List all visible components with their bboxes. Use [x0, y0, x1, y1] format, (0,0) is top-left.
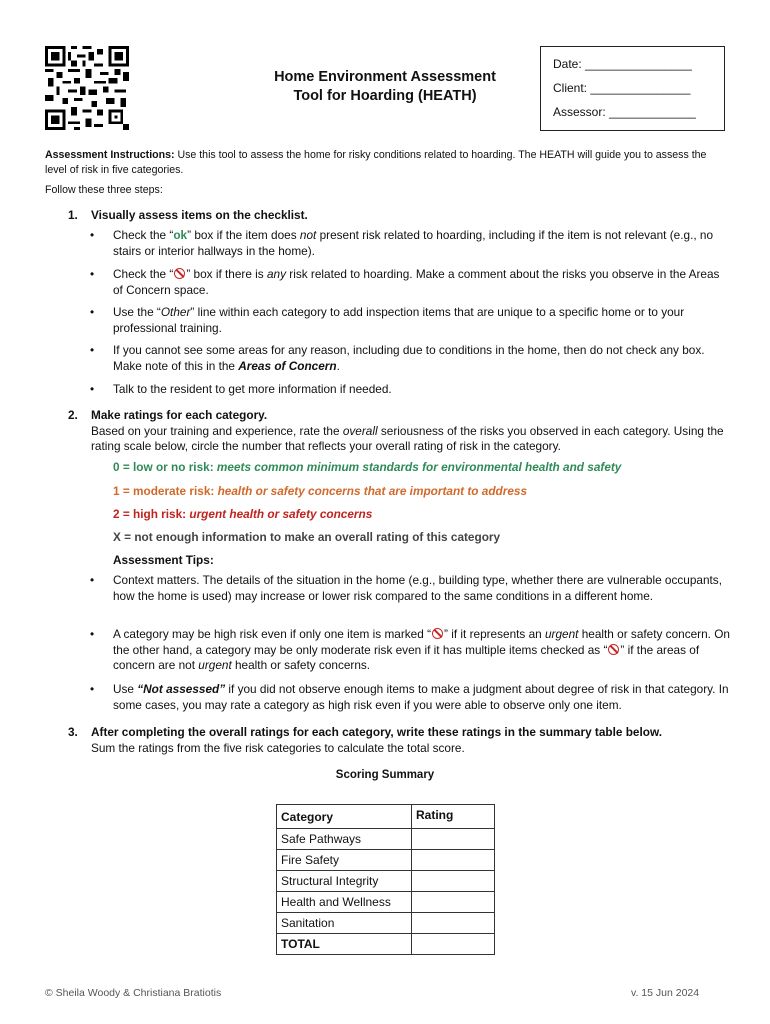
scoring-summary-title: Scoring Summary [335, 769, 435, 781]
rating-2: 2 = high risk: urgent health or safety concerns [113, 507, 373, 521]
assessment-tips-heading: Assessment Tips: [113, 553, 214, 567]
rating-cell-safe-pathways[interactable] [412, 829, 495, 850]
title-line-1: Home Environment Assessment [274, 69, 496, 85]
category-fire-safety: Fire Safety [277, 850, 412, 871]
step-2 [68, 408, 728, 455]
step-1-bullet-2: • Check the “ ” box if there is any risk related to hoarding. Make a comment about the risks you observe in the Areas of Concern space. [90, 267, 720, 297]
step-3-number: 3. [68, 725, 78, 739]
qr-code-icon [45, 46, 129, 130]
category-structural-integrity: Structural Integrity [277, 871, 412, 892]
follow-steps-text: Follow these three steps: [45, 184, 163, 196]
client-field[interactable]: Client: _______________ [553, 81, 691, 95]
rating-x: X = not enough information to make an overall rating of this category [113, 530, 501, 544]
step-2-number: 2. [68, 408, 78, 422]
step-3-body: Sum the ratings from the five risk categories to calculate the total score. [91, 740, 465, 755]
step-3 [68, 725, 728, 756]
tip-2: • A category may be high risk even if only one item is marked “ ” if it represents an urgent health or safety concern. On the other hand, a category may be only moderate risk even if it has multiple items checked as “ ” if the areas of concern are not urgent health or safety concerns. [90, 627, 730, 672]
table-row [277, 850, 495, 871]
category-sanitation: Sanitation [277, 913, 412, 934]
total-label: TOTAL [277, 934, 412, 955]
category-safe-pathways: Safe Pathways [277, 829, 412, 850]
tip-1: • Context matters. The details of the situation in the home (e.g., building type, whether there are vulnerable occupants, how the home is used) may increase or lower risk compared to the same conditions in a different home. [90, 573, 722, 603]
rating-column-header: Rating [412, 805, 495, 829]
instructions-label: Assessment Instructions: [45, 149, 175, 161]
step-1-bullet-1: • Check the “ok” box if the item does not present risk related to hoarding, including if the item is not relevant (e.g., no stairs or interior hallways in the home). [90, 228, 714, 258]
rating-1: 1 = moderate risk: health or safety concerns that are important to address [113, 484, 528, 498]
ok-label: ok [173, 228, 188, 242]
rating-0: 0 = low or no risk: meets common minimum standards for environmental health and safety [113, 460, 622, 474]
step-1-bullet-5: • Talk to the resident to get more information if needed. [90, 382, 392, 396]
rating-cell-structural-integrity[interactable] [412, 871, 495, 892]
prohibited-icon [432, 628, 443, 639]
step-1-number: 1. [68, 208, 78, 222]
category-health-wellness: Health and Wellness [277, 892, 412, 913]
assessor-field[interactable]: Assessor: _____________ [553, 105, 696, 119]
step-1-heading: Visually assess items on the checklist. [91, 208, 308, 222]
rating-cell-total[interactable] [412, 934, 495, 955]
table-row [277, 871, 495, 892]
table-row [277, 829, 495, 850]
step-2-body: Based on your training and experience, rate the overall seriousness of the risks you observed in each category. Using the rating scale below, circle the number that reflects your overall rating of risk in the category. [91, 423, 724, 453]
step-2-heading: Make ratings for each category. [91, 408, 268, 422]
rating-cell-health-wellness[interactable] [412, 892, 495, 913]
copyright-footer: © Sheila Woody & Christiana Bratiotis [45, 987, 222, 999]
title-line-2: Tool for Hoarding (HEATH) [293, 88, 477, 104]
scoring-summary-table [276, 804, 495, 955]
date-field[interactable]: Date: ________________ [553, 57, 692, 71]
prohibited-icon [608, 644, 619, 655]
step-1-bullet-3: • Use the “Other” line within each category to add inspection items that are unique to a specific home or to your professional training. [90, 305, 685, 335]
table-row [277, 913, 495, 934]
step-1-bullet-4: • If you cannot see some areas for any reason, including due to conditions in the home, then do not check any box. Make note of this in the Areas of Concern. [90, 343, 705, 373]
step-1 [68, 208, 728, 224]
table-row-total [277, 934, 495, 955]
category-column-header: Category [277, 805, 412, 829]
tip-3: • Use “Not assessed” if you did not observe enough items to make a judgment about degree of risk in that category. In some cases, you may rate a category as high risk even if you were able to observe only one item. [90, 682, 729, 712]
version-footer: v. 15 Jun 2024 [631, 987, 700, 999]
document-title [235, 68, 535, 106]
instructions-text: Use this tool to assess the home for risky conditions related to hoarding. The HEATH will guide you to assess the level of risk in five categories. [45, 149, 707, 176]
assessment-instructions [45, 148, 730, 177]
rating-cell-sanitation[interactable] [412, 913, 495, 934]
table-row [277, 892, 495, 913]
prohibited-icon [174, 268, 185, 279]
assessment-meta-box [540, 46, 725, 131]
rating-cell-fire-safety[interactable] [412, 850, 495, 871]
step-3-heading: After completing the overall ratings for each category, write these ratings in the summary table below. [91, 725, 662, 739]
